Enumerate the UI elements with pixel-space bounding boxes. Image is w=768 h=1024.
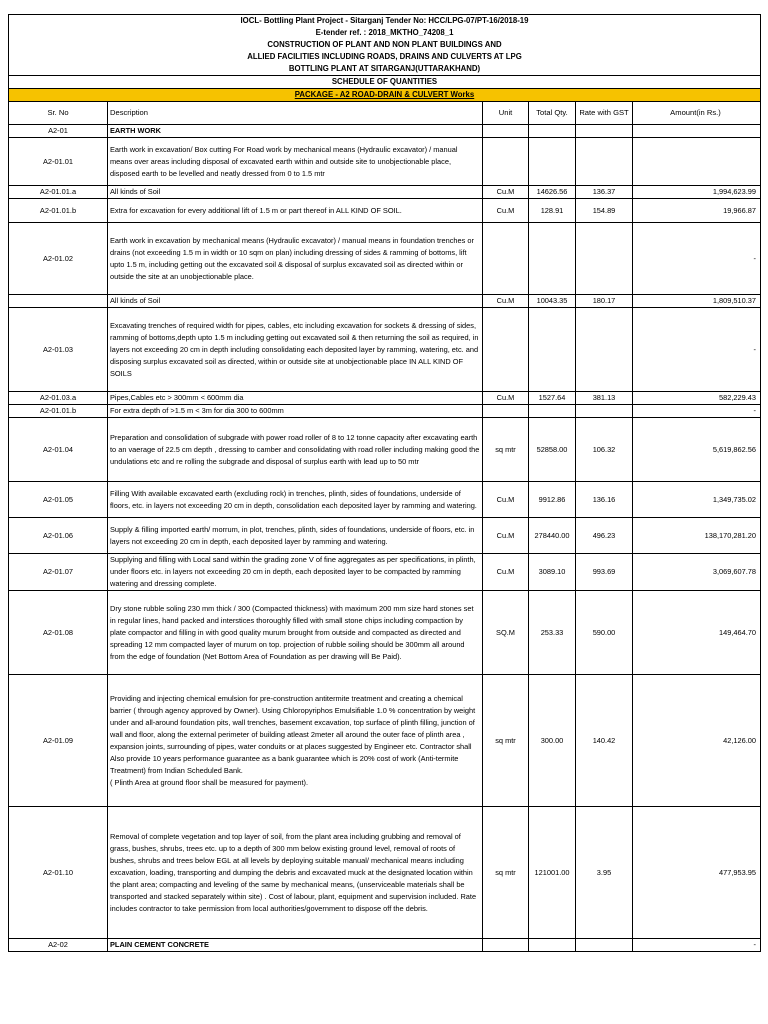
- table-row: [9, 554, 761, 591]
- item-quantity: 278440.00: [529, 518, 576, 554]
- item-rate: 136.37: [576, 186, 633, 199]
- item-amount: -: [633, 223, 761, 295]
- table-row: [9, 418, 761, 482]
- table-row: [9, 518, 761, 554]
- header-line: ALLIED FACILITIES INCLUDING ROADS, DRAINS AND CULVERTS AT LPG: [9, 51, 761, 63]
- column-header-description: Description: [108, 102, 483, 125]
- item-number: A2-01.01.a: [9, 186, 108, 199]
- table-row: [9, 405, 761, 418]
- column-header-sr: Sr. No: [9, 102, 108, 125]
- boq-sheet: [8, 14, 760, 952]
- item-number: A2-01.06: [9, 518, 108, 554]
- header-line: BOTTLING PLANT AT SITARGANJ(UTTARAKHAND): [9, 63, 761, 76]
- item-unit: Cu.M: [483, 554, 529, 591]
- item-description: EARTH WORK: [108, 125, 483, 138]
- item-amount: 1,809,510.37: [633, 295, 761, 308]
- item-number: A2-01.01.b: [9, 405, 108, 418]
- table-row: [9, 223, 761, 295]
- item-quantity: 52858.00: [529, 418, 576, 482]
- boq-table: [8, 14, 761, 952]
- item-description: Dry stone rubble soling 230 mm thick / 300 (Compacted thickness) with maximum 200 mm size hard stones set in regular lines, hand packed and interstices thoroughly filled with small stone chips including compaction by plate compactor and filling in with good quality murum brought from outside and compacted as directed and spreading 12 mm compacted layer of murum on top. projection of rubble soiling should be 300mm all around from the edge of foundation (Net Bottom Area of Foundation as per drawing will Be Paid).: [108, 591, 483, 675]
- item-unit: sq mtr: [483, 418, 529, 482]
- item-amount: 3,069,607.78: [633, 554, 761, 591]
- item-description: Providing and injecting chemical emulsion for pre-construction antitermite treatment and creating a chemical barrier ( through agency approved by Owner). Using Chloropyriphos Emulsifiable 1.0 % concentration by weight under and all-around foundation pits, wall trenches, basement excavation, top surface of plinth filling, junction of wall and floor, along the external perimeter of building atleast 2meter all around the outer face of plinth area , expansion joints, surrounding of pipes, water conduits or at places suggested by Engineer etc. Contractor shall Also provide 10 years performance guarantee as a bank guarantee which is 20% cost of work (Anti-termite Treatment) from Indian Scheduled Bank. ( Plinth Area at ground floor shall be measured for payment).: [108, 675, 483, 807]
- item-unit: [483, 138, 529, 186]
- item-unit: Cu.M: [483, 186, 529, 199]
- item-number: [9, 295, 108, 308]
- item-number: A2-01.10: [9, 807, 108, 939]
- item-number: A2-01.02: [9, 223, 108, 295]
- item-rate: [576, 138, 633, 186]
- table-row: [9, 138, 761, 186]
- item-quantity: [529, 125, 576, 138]
- item-number: A2-01.08: [9, 591, 108, 675]
- item-amount: 149,464.70: [633, 591, 761, 675]
- item-amount: [633, 138, 761, 186]
- item-quantity: 3089.10: [529, 554, 576, 591]
- item-description: For extra depth of >1.5 m < 3m for dia 300 to 600mm: [108, 405, 483, 418]
- item-amount: [633, 125, 761, 138]
- header-line: IOCL- Bottling Plant Project - Sitarganj Tender No: HCC/LPG-07/PT-16/2018-19: [9, 15, 761, 28]
- item-quantity: 128.91: [529, 199, 576, 223]
- item-quantity: [529, 405, 576, 418]
- item-quantity: 9912.86: [529, 482, 576, 518]
- table-row: [9, 591, 761, 675]
- item-description: Supplying and filling with Local sand within the grading zone V of fine aggregates as per specifications, in plinth, under floors etc. in layers not exceeding 20 cm in depth, each deposited layer to be compacted by ramming watering and dressing complete.: [108, 554, 483, 591]
- item-quantity: [529, 223, 576, 295]
- item-rate: [576, 405, 633, 418]
- item-unit: Cu.M: [483, 295, 529, 308]
- item-unit: [483, 125, 529, 138]
- item-number: A2-01.03: [9, 308, 108, 392]
- item-rate: 136.16: [576, 482, 633, 518]
- item-rate: [576, 223, 633, 295]
- item-quantity: 14626.56: [529, 186, 576, 199]
- column-header-qty: Total Qty.: [529, 102, 576, 125]
- item-rate: 590.00: [576, 591, 633, 675]
- header-line: E-tender ref. : 2018_MKTHO_74208_1: [9, 27, 761, 39]
- item-number: A2-01.01.b: [9, 199, 108, 223]
- item-amount: 477,953.95: [633, 807, 761, 939]
- schedule-title: SCHEDULE OF QUANTITIES: [9, 76, 761, 89]
- table-row: [9, 125, 761, 138]
- table-row: [9, 807, 761, 939]
- item-rate: 496.23: [576, 518, 633, 554]
- item-quantity: [529, 138, 576, 186]
- column-header-rate: Rate with GST: [576, 102, 633, 125]
- item-quantity: 253.33: [529, 591, 576, 675]
- item-quantity: [529, 939, 576, 952]
- item-number: A2-01.09: [9, 675, 108, 807]
- column-header-unit: Unit: [483, 102, 529, 125]
- item-description: Filling With available excavated earth (excluding rock) in trenches, plinth, sides of foundations, underside of floors, etc. in layers not exceeding 20 cm in depth, consolidation each deposited layer by ramming and watering.: [108, 482, 483, 518]
- table-row: [9, 392, 761, 405]
- item-description: Extra for excavation for every additional lift of 1.5 m or part thereof in ALL KIND OF SOIL.: [108, 199, 483, 223]
- item-description: All kinds of Soil: [108, 186, 483, 199]
- item-rate: [576, 939, 633, 952]
- item-quantity: 121001.00: [529, 807, 576, 939]
- item-number: A2-02: [9, 939, 108, 952]
- item-quantity: [529, 308, 576, 392]
- table-row: [9, 295, 761, 308]
- item-unit: sq mtr: [483, 675, 529, 807]
- item-unit: [483, 308, 529, 392]
- item-description: Earth work in excavation/ Box cutting For Road work by mechanical means (Hydraulic excavator) / manual means over areas including disposal of excavated earth within and outside site to unobjectionable place, disposed earth to be levelled and neatly dressed from 0 to 1.5 mtr: [108, 138, 483, 186]
- item-amount: 5,619,862.56: [633, 418, 761, 482]
- item-unit: [483, 939, 529, 952]
- table-row: [9, 308, 761, 392]
- item-rate: [576, 308, 633, 392]
- item-amount: 19,966.87: [633, 199, 761, 223]
- item-rate: 3.95: [576, 807, 633, 939]
- item-quantity: 300.00: [529, 675, 576, 807]
- table-row: [9, 482, 761, 518]
- item-quantity: 10043.35: [529, 295, 576, 308]
- item-rate: 180.17: [576, 295, 633, 308]
- boq-rows: [9, 125, 761, 952]
- item-amount: 138,170,281.20: [633, 518, 761, 554]
- item-amount: 42,126.00: [633, 675, 761, 807]
- item-number: A2-01.05: [9, 482, 108, 518]
- item-unit: [483, 405, 529, 418]
- item-rate: [576, 125, 633, 138]
- item-number: A2-01.07: [9, 554, 108, 591]
- item-unit: Cu.M: [483, 392, 529, 405]
- item-amount: 1,994,623.99: [633, 186, 761, 199]
- item-description: PLAIN CEMENT CONCRETE: [108, 939, 483, 952]
- item-description: Excavating trenches of required width for pipes, cables, etc including excavation for sockets & dressing of sides, ramming of bottoms,depth upto 1.5 m including getting out excavated soil & then returning the soil as required, in layers not exceeding 20 cm in depth including consolidating each deposited layer by ramming, watering, etc. and disposing surplus excavated soil as directed, within or outside site at unobjectionable place IN ALL KIND OF SOILS: [108, 308, 483, 392]
- item-amount: -: [633, 939, 761, 952]
- item-description: Pipes,Cables etc > 300mm < 600mm dia: [108, 392, 483, 405]
- item-rate: 106.32: [576, 418, 633, 482]
- item-amount: 1,349,735.02: [633, 482, 761, 518]
- item-number: A2-01.01: [9, 138, 108, 186]
- item-amount: -: [633, 308, 761, 392]
- item-amount: 582,229.43: [633, 392, 761, 405]
- package-title: PACKAGE - A2 ROAD-DRAIN & CULVERT Works: [9, 89, 761, 102]
- item-rate: 154.89: [576, 199, 633, 223]
- item-description: Removal of complete vegetation and top layer of soil, from the plant area including grubbing and removal of grass, bushes, shrubs, trees etc. up to a depth of 300 mm below existing ground level, removal of roots of bushes, shrubs and trees below EGL at all levels by deploying suitable manual/ mechanical means including excavation, loading, transporting and dumping the debris and excavated muck at the designated location within the plant area; compacting and leveling of the same by mechanical means, (unserviceable materials shall be transported and stacked separately within site) . Cost of labour, plant, equipment and supervision included. Rate includes contractor to take permission from local authorities/government to dispose off the debris.: [108, 807, 483, 939]
- item-unit: Cu.M: [483, 482, 529, 518]
- item-description: Supply & filling imported earth/ morrum, in plot, trenches, plinth, sides of foundations, underside of floors, etc. in layers not exceeding 20 cm in depth, each deposited layer by ramming and watering.: [108, 518, 483, 554]
- item-description: Preparation and consolidation of subgrade with power road roller of 8 to 12 tonne capacity after excavating earth to an vaerage of 22.5 cm depth , dressing to camber and consolidating with road roller including making good the undulations etc and re rolling the subgrade and disposal of surplus earth with lead up to 50 mtr: [108, 418, 483, 482]
- item-unit: sq mtr: [483, 807, 529, 939]
- table-row: [9, 186, 761, 199]
- item-rate: 381.13: [576, 392, 633, 405]
- item-unit: Cu.M: [483, 199, 529, 223]
- item-number: A2-01.04: [9, 418, 108, 482]
- item-unit: [483, 223, 529, 295]
- item-number: A2-01.03.a: [9, 392, 108, 405]
- item-description: All kinds of Soil: [108, 295, 483, 308]
- item-amount: -: [633, 405, 761, 418]
- table-row: [9, 199, 761, 223]
- column-header-amount: Amount(in Rs.): [633, 102, 761, 125]
- table-row: [9, 675, 761, 807]
- item-description: Earth work in excavation by mechanical means (Hydraulic excavator) / manual means in foundation trenches or drains (not exceeding 1.5 m in width or 10 sqm on plan) including dressing of sides & ramming of bottoms, lift upto 1.5 m, including getting out the excavated soil & disposal of surplus excavated soil as directed within or outside the site at an unobjectionable place.: [108, 223, 483, 295]
- item-unit: Cu.M: [483, 518, 529, 554]
- item-quantity: 1527.64: [529, 392, 576, 405]
- item-rate: 140.42: [576, 675, 633, 807]
- item-rate: 993.69: [576, 554, 633, 591]
- header-line: CONSTRUCTION OF PLANT AND NON PLANT BUILDINGS AND: [9, 39, 761, 51]
- item-number: A2-01: [9, 125, 108, 138]
- table-row: [9, 939, 761, 952]
- item-unit: SQ.M: [483, 591, 529, 675]
